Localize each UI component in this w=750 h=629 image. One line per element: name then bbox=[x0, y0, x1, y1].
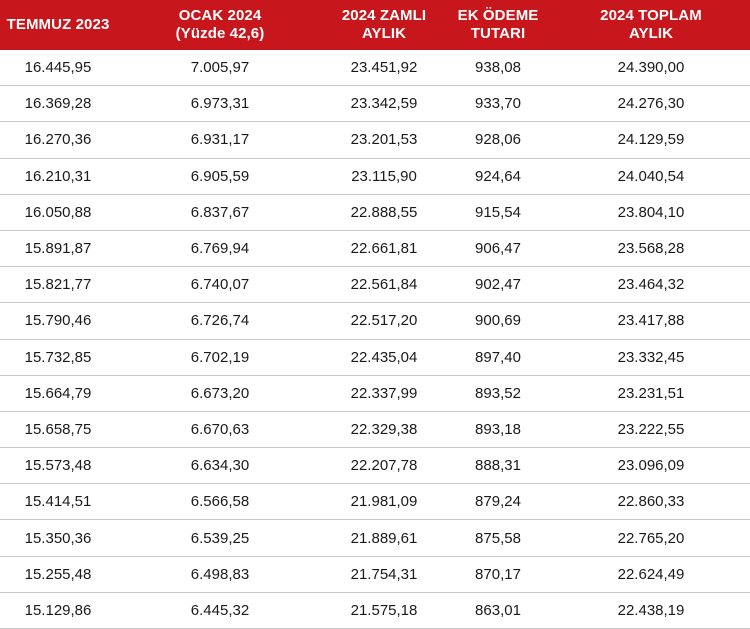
temmuz-2023-cell: 16.270,36 bbox=[24, 131, 92, 149]
temmuz-2023-cell: 15.664,79 bbox=[24, 384, 92, 402]
ek-odeme-cell: 902,47 bbox=[475, 276, 521, 294]
header-subline: AYLIK bbox=[361, 25, 407, 42]
ocak-2024-cell: 6.769,94 bbox=[190, 240, 250, 258]
table-row bbox=[0, 376, 750, 412]
zamli-aylik-cell: 21.981,09 bbox=[350, 493, 418, 511]
table-row bbox=[0, 520, 750, 556]
toplam-aylik-cell: 24.276,30 bbox=[617, 95, 685, 113]
table-row bbox=[0, 340, 750, 376]
zamli-aylik-cell: 22.888,55 bbox=[350, 203, 418, 221]
temmuz-2023-cell: 16.050,88 bbox=[24, 203, 92, 221]
toplam-aylik-cell: 23.804,10 bbox=[617, 203, 685, 221]
toplam-aylik-cell: 23.464,32 bbox=[617, 276, 685, 294]
table-header bbox=[0, 0, 750, 50]
header-subline: (Yüzde 42,6) bbox=[175, 25, 265, 42]
ek-odeme-cell: 933,70 bbox=[475, 95, 521, 113]
ek-odeme-cell: 906,47 bbox=[475, 240, 521, 258]
table-row bbox=[0, 159, 750, 195]
toplam-aylik-cell: 23.222,55 bbox=[617, 420, 685, 438]
zamli-aylik-cell: 21.575,18 bbox=[350, 601, 418, 619]
zamli-aylik-cell: 22.561,84 bbox=[350, 276, 418, 294]
ek-odeme-cell: 875,58 bbox=[475, 529, 521, 547]
temmuz-2023-cell: 16.210,31 bbox=[24, 167, 92, 185]
ek-odeme-cell: 938,08 bbox=[475, 59, 521, 77]
temmuz-2023-cell: 16.369,28 bbox=[24, 95, 92, 113]
zamli-aylik-cell: 22.517,20 bbox=[350, 312, 418, 330]
temmuz-2023-cell: 15.790,46 bbox=[24, 312, 92, 330]
header-2024-zamli-aylik bbox=[324, 0, 444, 50]
temmuz-2023-cell: 15.821,77 bbox=[24, 276, 92, 294]
table-row bbox=[0, 50, 750, 86]
toplam-aylik-cell: 24.390,00 bbox=[617, 59, 685, 77]
table-row bbox=[0, 303, 750, 339]
ocak-2024-cell: 6.670,63 bbox=[190, 420, 250, 438]
header-line: OCAK 2024 bbox=[178, 7, 262, 24]
table-row bbox=[0, 557, 750, 593]
temmuz-2023-cell: 15.573,48 bbox=[24, 457, 92, 475]
ek-odeme-cell: 879,24 bbox=[475, 493, 521, 511]
ocak-2024-cell: 6.445,32 bbox=[190, 601, 250, 619]
table-row bbox=[0, 448, 750, 484]
ocak-2024-cell: 6.973,31 bbox=[190, 95, 250, 113]
zamli-aylik-cell: 22.329,38 bbox=[350, 420, 418, 438]
table-row bbox=[0, 593, 750, 629]
temmuz-2023-cell: 15.255,48 bbox=[24, 565, 92, 583]
toplam-aylik-cell: 22.624,49 bbox=[617, 565, 685, 583]
header-subline: TUTARI bbox=[470, 25, 526, 42]
temmuz-2023-cell: 15.414,51 bbox=[24, 493, 92, 511]
header-line: 2024 TOPLAM bbox=[600, 7, 702, 24]
zamli-aylik-cell: 22.435,04 bbox=[350, 348, 418, 366]
ocak-2024-cell: 6.726,74 bbox=[190, 312, 250, 330]
ek-odeme-cell: 870,17 bbox=[475, 565, 521, 583]
toplam-aylik-cell: 23.332,45 bbox=[617, 348, 685, 366]
table-row bbox=[0, 412, 750, 448]
ek-odeme-cell: 928,06 bbox=[475, 131, 521, 149]
header-line: EK ÖDEME bbox=[457, 7, 539, 24]
toplam-aylik-cell: 22.860,33 bbox=[617, 493, 685, 511]
toplam-aylik-cell: 23.231,51 bbox=[617, 384, 685, 402]
ocak-2024-cell: 6.498,83 bbox=[190, 565, 250, 583]
ocak-2024-cell: 6.673,20 bbox=[190, 384, 250, 402]
ek-odeme-cell: 924,64 bbox=[475, 167, 521, 185]
table-row bbox=[0, 195, 750, 231]
ek-odeme-cell: 888,31 bbox=[475, 457, 521, 475]
ocak-2024-cell: 6.740,07 bbox=[190, 276, 250, 294]
toplam-aylik-cell: 22.438,19 bbox=[617, 601, 685, 619]
header-ocak-2024 bbox=[116, 0, 324, 50]
ek-odeme-cell: 893,18 bbox=[475, 420, 521, 438]
temmuz-2023-cell: 15.129,86 bbox=[24, 601, 92, 619]
table-body bbox=[0, 50, 750, 629]
ocak-2024-cell: 6.634,30 bbox=[190, 457, 250, 475]
toplam-aylik-cell: 22.765,20 bbox=[617, 529, 685, 547]
table-row bbox=[0, 86, 750, 122]
header-line: 2024 ZAMLI bbox=[341, 7, 427, 24]
ek-odeme-cell: 897,40 bbox=[475, 348, 521, 366]
temmuz-2023-cell: 15.891,87 bbox=[24, 240, 92, 258]
ocak-2024-cell: 6.702,19 bbox=[190, 348, 250, 366]
toplam-aylik-cell: 23.417,88 bbox=[617, 312, 685, 330]
header-subline: AYLIK bbox=[628, 25, 674, 42]
ocak-2024-cell: 7.005,97 bbox=[190, 59, 250, 77]
zamli-aylik-cell: 23.451,92 bbox=[350, 59, 418, 77]
temmuz-2023-cell: 15.658,75 bbox=[24, 420, 92, 438]
temmuz-2023-cell: 16.445,95 bbox=[24, 59, 92, 77]
toplam-aylik-cell: 23.096,09 bbox=[617, 457, 685, 475]
ek-odeme-cell: 893,52 bbox=[475, 384, 521, 402]
zamli-aylik-cell: 23.342,59 bbox=[350, 95, 418, 113]
toplam-aylik-cell: 24.040,54 bbox=[617, 167, 685, 185]
ek-odeme-cell: 915,54 bbox=[475, 203, 521, 221]
ocak-2024-cell: 6.539,25 bbox=[190, 529, 250, 547]
header-ek-odeme-tutari bbox=[444, 0, 552, 50]
ocak-2024-cell: 6.566,58 bbox=[190, 493, 250, 511]
zamli-aylik-cell: 23.115,90 bbox=[351, 167, 417, 185]
ocak-2024-cell: 6.837,67 bbox=[190, 203, 250, 221]
zamli-aylik-cell: 22.337,99 bbox=[350, 384, 418, 402]
ocak-2024-cell: 6.931,17 bbox=[190, 131, 250, 149]
table-row bbox=[0, 267, 750, 303]
header-2024-toplam-aylik bbox=[552, 0, 750, 50]
ek-odeme-cell: 863,01 bbox=[475, 601, 521, 619]
zamli-aylik-cell: 22.661,81 bbox=[350, 240, 418, 258]
temmuz-2023-cell: 15.732,85 bbox=[24, 348, 92, 366]
ocak-2024-cell: 6.905,59 bbox=[190, 167, 250, 185]
zamli-aylik-cell: 21.754,31 bbox=[350, 565, 418, 583]
temmuz-2023-cell: 15.350,36 bbox=[24, 529, 92, 547]
table-row bbox=[0, 484, 750, 520]
toplam-aylik-cell: 23.568,28 bbox=[617, 240, 685, 258]
header-line: TEMMUZ 2023 bbox=[6, 16, 110, 33]
ek-odeme-cell: 900,69 bbox=[475, 312, 521, 330]
zamli-aylik-cell: 22.207,78 bbox=[350, 457, 418, 475]
table-row bbox=[0, 231, 750, 267]
toplam-aylik-cell: 24.129,59 bbox=[617, 131, 685, 149]
zamli-aylik-cell: 23.201,53 bbox=[350, 131, 418, 149]
zamli-aylik-cell: 21.889,61 bbox=[350, 529, 418, 547]
table-row bbox=[0, 122, 750, 158]
header-temmuz-2023 bbox=[0, 0, 116, 50]
